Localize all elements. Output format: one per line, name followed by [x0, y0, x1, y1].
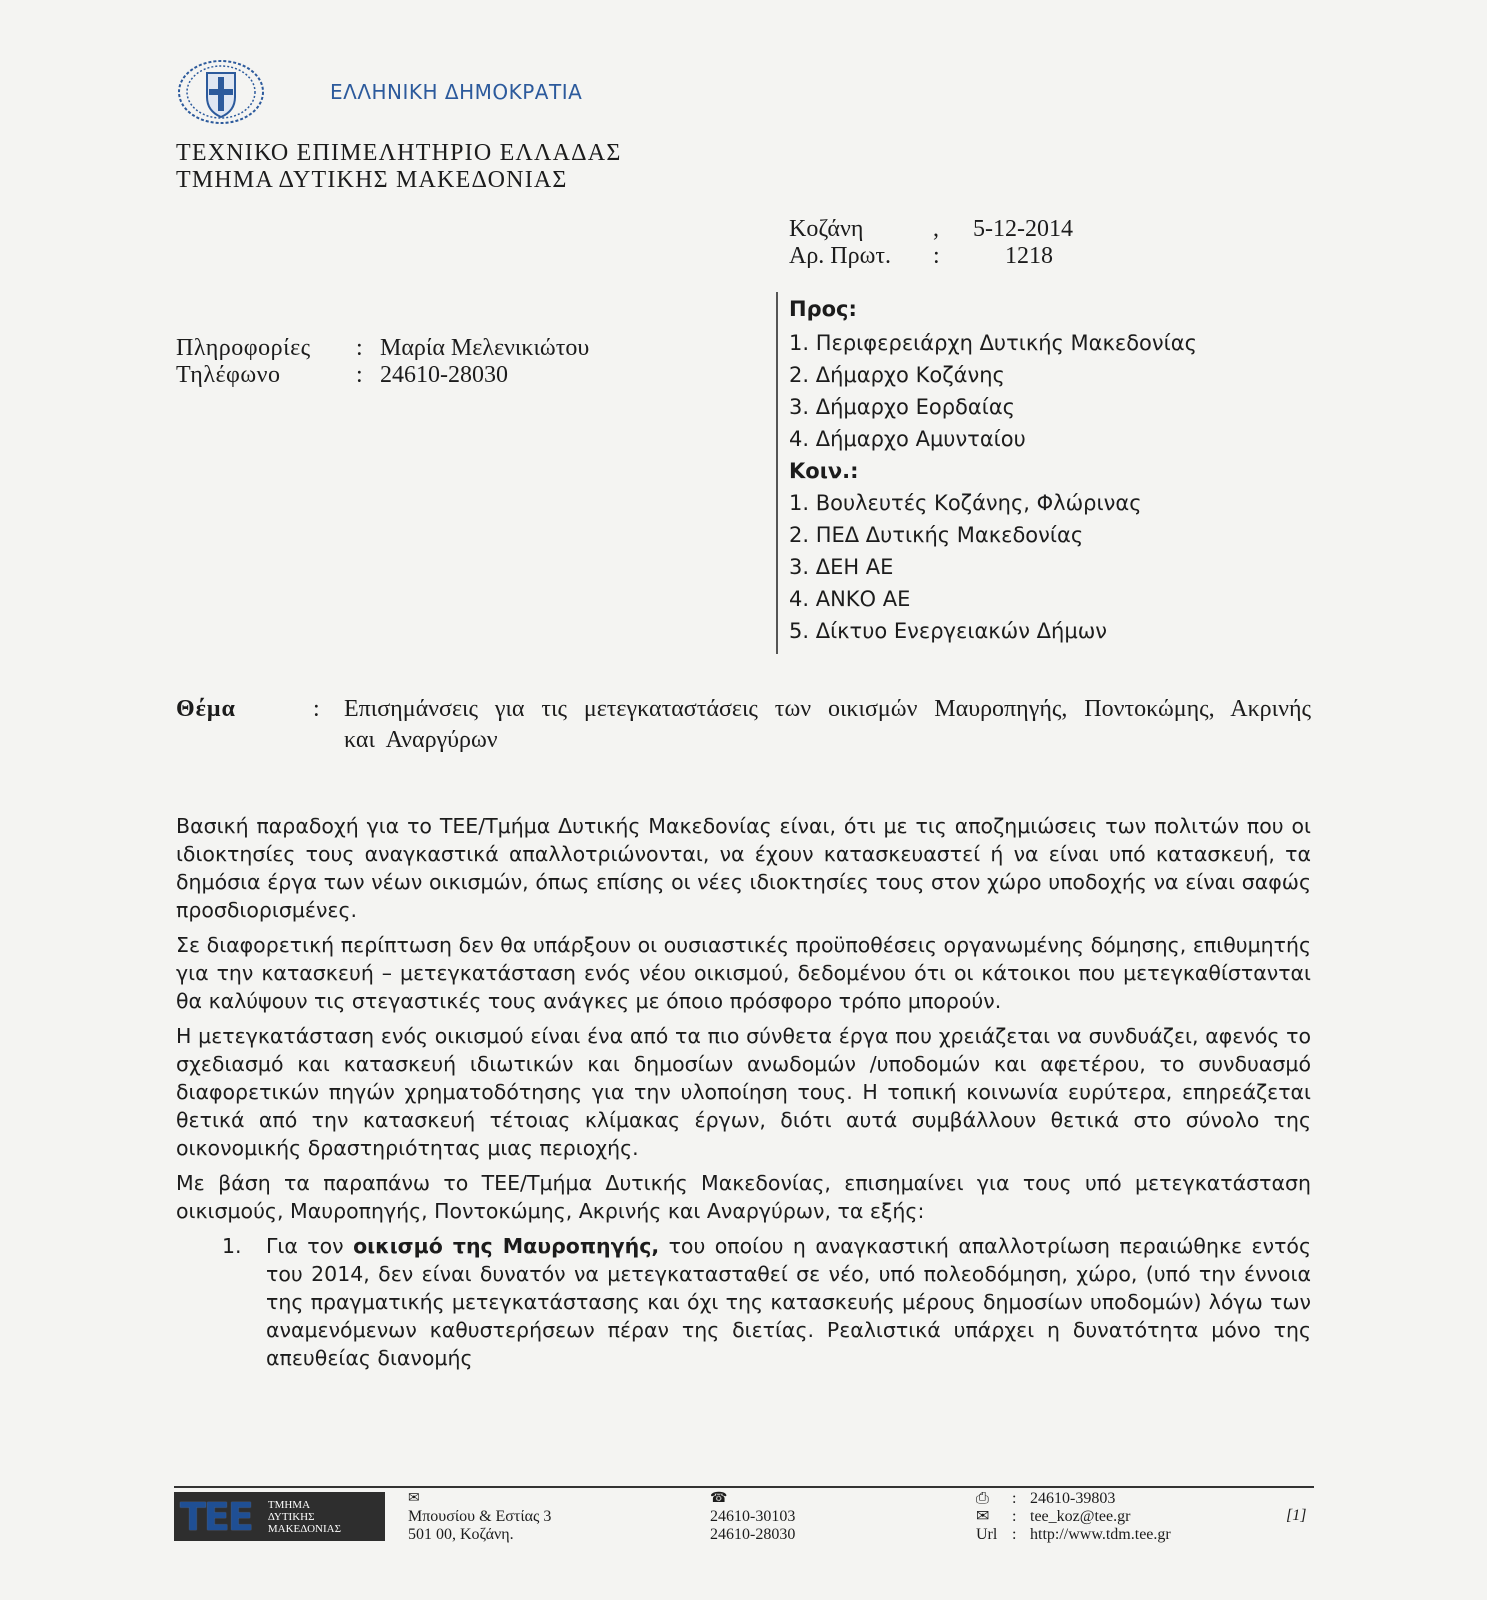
fax-number: 24610-39803: [1030, 1490, 1116, 1507]
tee-logo-department: [268, 1499, 341, 1535]
recipients-block: [789, 295, 1197, 647]
cc-item: 5. Δίκτυο Ενεργειακών Δήμων: [789, 619, 1108, 643]
envelope-icon: ✉: [976, 1508, 990, 1525]
organization-line-2: ΤΜΗΜΑ ΔΥΤΙΚΗΣ ΜΑΚΕΔΟΝΙΑΣ: [176, 167, 568, 193]
mail-icon: ✉: [408, 1491, 420, 1506]
cc-item: 3. ΔΕΗ ΑΕ: [789, 555, 894, 579]
letter-date: 5-12-2014: [973, 216, 1073, 242]
subject-separator: :: [313, 696, 320, 722]
recipient-item: 4. Δήμαρχο Αμυνταίου: [789, 427, 1026, 451]
body-paragraph: Βασική παραδοχή για το ΤΕΕ/Τμήμα Δυτικής Μακεδονίας είναι, ότι με τις αποζημιώσεις των πολιτών που οι ιδιοκτησίες τους αναγκαστικά απαλλοτριώνονται, να έχουν κατασκευαστεί ή να είναι υπό κατασκευή, τα δημόσια έργα των νέων οικισμών, όπως επίσης οι νέες ιδιοκτησίες τους στον χώρο υποδοχής να είναι σαφώς προσδιορισμένες.: [176, 814, 1311, 922]
recipient-item: 1. Περιφερειάρχη Δυτικής Μακεδονίας: [789, 331, 1197, 355]
email-separator: :: [1012, 1508, 1017, 1525]
list-item: [176, 1232, 1311, 1372]
address-line-1: Μπουσίου & Εστίας 3: [408, 1508, 552, 1525]
place-name: Κοζάνη: [789, 216, 864, 242]
phone-separator: :: [356, 362, 363, 388]
subject-text: Επισημάνσεις για τις μετεγκαταστάσεις των οικισμών Μαυροπηγής, Ποντοκώμης, Ακρινής και Αναργύρων: [344, 696, 1311, 753]
phone-number-2: 24610-28030: [710, 1526, 796, 1543]
to-label: Προς:: [789, 297, 857, 321]
cc-label: Κοιν.:: [789, 459, 859, 483]
page-number: [1]: [1286, 1507, 1307, 1524]
list-item-number: 1.: [222, 1234, 242, 1258]
contact-info-block: [176, 335, 589, 389]
cc-item: 2. ΠΕΔ Δυτικής Μακεδονίας: [789, 523, 1084, 547]
fax-separator: :: [1012, 1490, 1017, 1507]
logo-dept-line-2: ΔΥΤΙΚΗΣ: [267, 1510, 315, 1523]
greek-emblem-icon: [176, 59, 266, 125]
subject-label: Θέμα: [176, 696, 236, 722]
cc-item: 1. Βουλευτές Κοζάνης, Φλώρινας: [789, 491, 1142, 515]
logo-dept-line-1: ΤΜΗΜΑ: [267, 1498, 311, 1511]
organization-line-1: ΤΕΧΝΙΚΟ ΕΠΙΜΕΛΗΤΗΡΙΟ ΕΛΛΑΔΑΣ: [176, 140, 622, 166]
footer-rule: [174, 1486, 1314, 1488]
body-paragraph: Η μετεγκατάσταση ενός οικισμού είναι ένα από τα πιο σύνθετα έργα που χρειάζεται να συνδυάζει, αφενός το σχεδιασμό και κατασκευή ιδιωτικών και δημοσίων ανωδομών /υποδομών και αφετέρου, το συνδυασμό διαφορετικών πηγών χρηματοδότησης για την υλοποίηση τους. Η τοπική κοινωνία ευρύτερα, επηρεάζεται θετικά από την κατασκευή τέτοιας κλίμακας έργων, διότι αυτά συμβάλλουν θετικά στο σύνολο της οικονομικής δραστηριότητας μιας περιοχής.: [176, 1024, 1311, 1160]
recipient-item: 2. Δήμαρχο Κοζάνης: [789, 363, 1005, 387]
phone-number-1: 24610-30103: [710, 1508, 796, 1525]
numbered-list: [176, 1232, 1311, 1372]
address-line-2: 501 00, Κοζάνη.: [408, 1526, 514, 1543]
phone-value: 24610-28030: [380, 362, 508, 388]
phone-label: Τηλέφωνο: [176, 362, 281, 388]
protocol-label: Αρ. Πρωτ.: [789, 243, 892, 269]
info-label: Πληροφορίες: [176, 335, 311, 361]
date-protocol-block: [789, 216, 1113, 270]
body-paragraph: Με βάση τα παραπάνω το ΤΕΕ/Τμήμα Δυτικής Μακεδονίας, επισημαίνει για τους υπό μετεγκατάσταση οικισμούς, Μαυροπηγής, Ποντοκώμης, Ακρινής και Αναργύρων, τα εξής:: [176, 1171, 1311, 1223]
footer-phones: [710, 1490, 795, 1544]
body-paragraph: Σε διαφορετική περίπτωση δεν θα υπάρξουν οι ουσιαστικές προϋποθέσεις οργανωμένης δόμησης, επιθυμητής για την κατασκευή – μετεγκατάσταση ενός νέου οικισμού, δεδομένου ότι οι κάτοικοι που μετεγκαθίστανται θα καλύψουν τις στεγαστικές τους ανάγκες με όποιο πρόσφορο τρόπο μπορούν.: [176, 933, 1311, 1013]
cc-item: 4. ΑΝΚΟ ΑΕ: [789, 587, 911, 611]
list-item-text-pre: Για τον: [266, 1234, 354, 1258]
footer-address: [408, 1490, 551, 1544]
phone-icon: ☎: [710, 1491, 728, 1506]
recipients-divider: [776, 292, 778, 654]
place-separator: ,: [933, 216, 939, 242]
fax-icon: ⎙: [976, 1490, 989, 1507]
protocol-number: 1218: [1005, 243, 1053, 269]
list-item-text-post: του οποίου η αναγκαστική απαλλοτρίωση περαιώθηκε εντός του 2014, δεν είναι δυνατόν να μετεγκατασταθεί σε νέο, υπό πολεοδόμηση, χώρο, (υπό την έννοια της πραγματικής μετεγκατάστασης και όχι της κατασκευής μέρους δημοσίων υποδομών) λόγω των αναμενόμενων καθυστερήσεων πέραν της διετίας. Ρεαλιστικά υπάρχει η δυνατότητα μόνο της απευθείας διανομής: [266, 1234, 1311, 1370]
info-value: Μαρία Μελενικιώτου: [380, 335, 590, 361]
tee-logo: [174, 1492, 385, 1541]
footer-contact: [976, 1490, 1171, 1544]
list-item-bold: οικισμό της Μαυροπηγής,: [353, 1234, 660, 1258]
email-address[interactable]: tee_koz@tee.gr: [1030, 1508, 1131, 1525]
url-label: Url: [976, 1526, 998, 1543]
recipient-item: 3. Δήμαρχο Εορδαίας: [789, 395, 1015, 419]
website-link[interactable]: http://www.tdm.tee.gr: [1030, 1526, 1171, 1543]
republic-title: ΕΛΛΗΝΙΚΗ ΔΗΜΟΚΡΑΤΙΑ: [330, 80, 583, 104]
tee-logo-text: ΤΕΕ: [180, 1494, 252, 1539]
info-separator: :: [356, 335, 363, 361]
organization-name: [176, 140, 622, 194]
protocol-separator: :: [933, 243, 940, 269]
letter-body: [176, 812, 1311, 1372]
url-separator: :: [1012, 1526, 1017, 1543]
logo-dept-line-3: ΜΑΚΕΔΟΝΙΑΣ: [267, 1522, 342, 1535]
